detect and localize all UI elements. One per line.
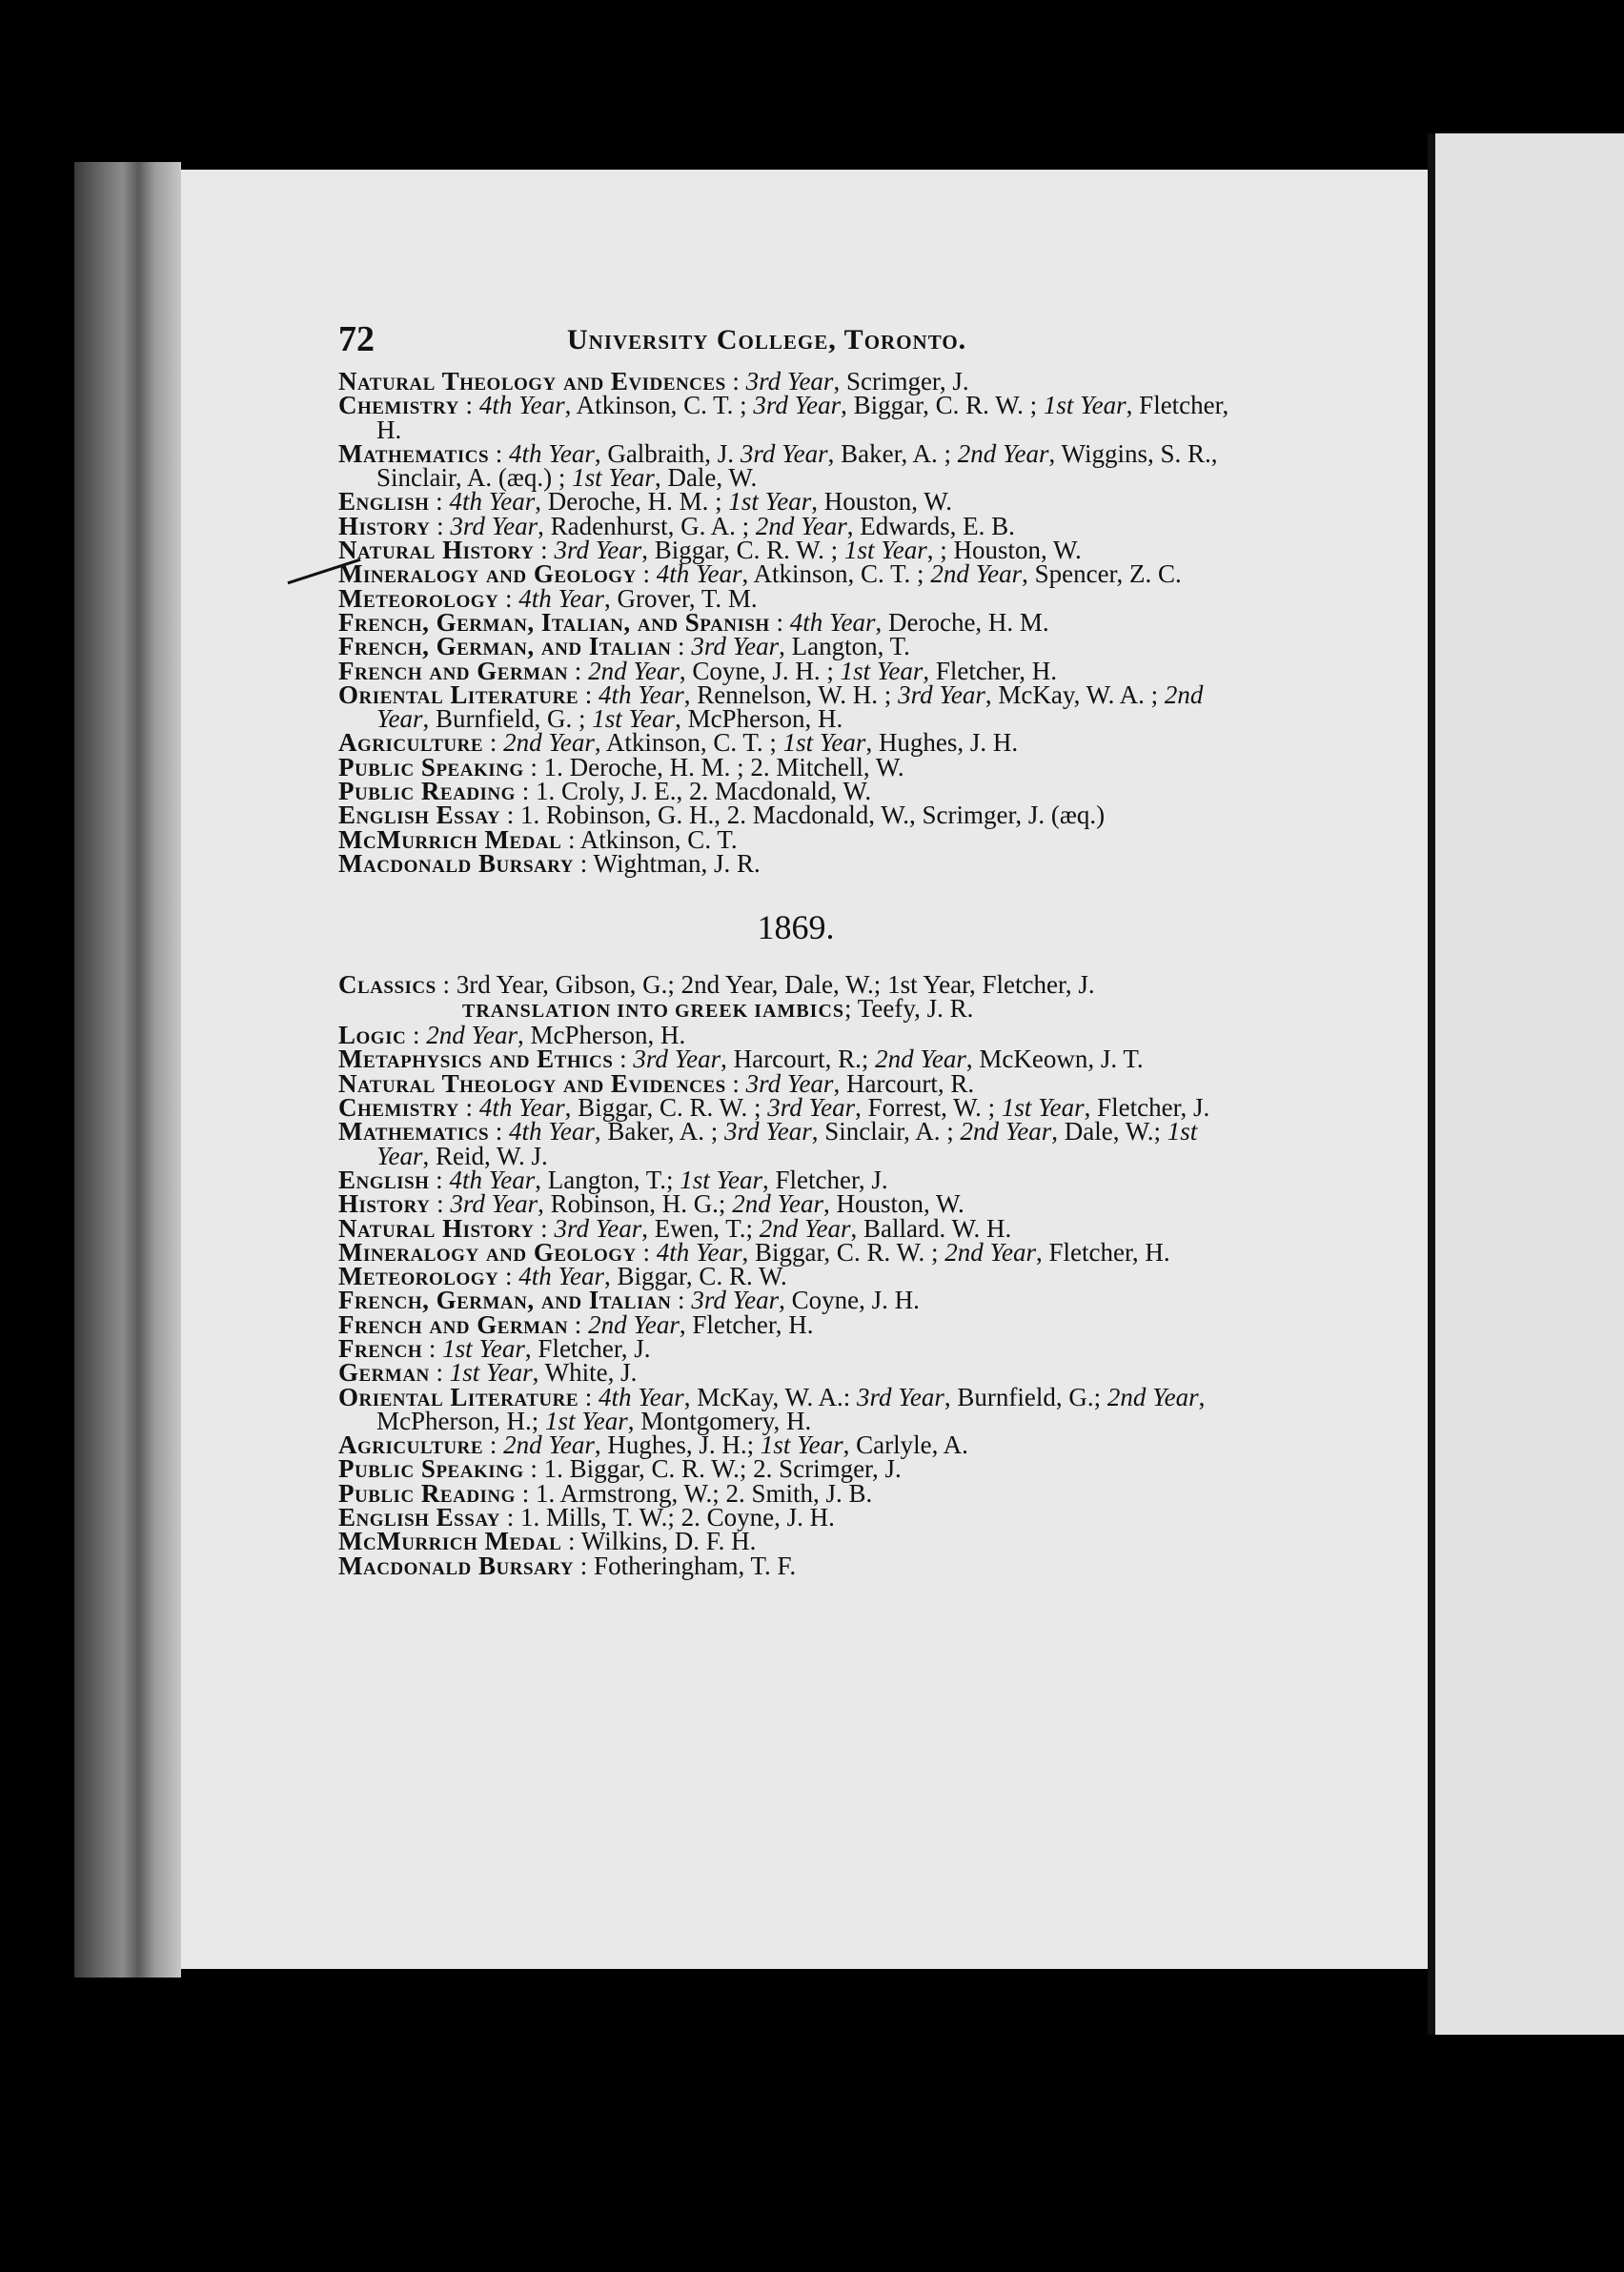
year-marker: 2nd Year xyxy=(759,1213,851,1243)
year-marker: 2nd Year xyxy=(503,728,595,758)
year-marker: 3rd Year xyxy=(898,680,985,709)
subject-label: Mathematics xyxy=(338,438,490,468)
award-text: 3rd Year, Robinson, H. G.; 2nd Year, Houston, W. xyxy=(450,1189,964,1219)
award-entry: Oriental Literature : 4th Year, Rennelson, W. H. ; 3rd Year, McKay, W. A. ; 2nd Year, Burnfield, G. ; 1st Year, McPherson, H. xyxy=(338,680,1204,734)
subject-label: Macdonald Bursary xyxy=(338,1551,575,1580)
year-marker: 1st Year xyxy=(592,704,676,734)
award-text: 4th Year, Biggar, C. R. W. ; 3rd Year, Forrest, W. ; 1st Year, Fletcher, J. xyxy=(478,1093,1210,1123)
award-entry: Public Speaking : 1. Biggar, C. R. W.; 2. Scrimger, J. xyxy=(338,1454,902,1484)
year-marker: 2nd Year xyxy=(957,438,1049,468)
award-text: 3rd Year, Langton, T. xyxy=(691,632,910,661)
year-marker: 4th Year xyxy=(449,1165,536,1194)
award-text: 2nd Year, McPherson, H. xyxy=(426,1021,686,1050)
subject-label: Agriculture xyxy=(338,1430,484,1460)
subject-label: Meteorology xyxy=(338,583,499,613)
award-entry: Public Speaking : 1. Deroche, H. M. ; 2. Mitchell, W. xyxy=(338,752,904,781)
subject-label: French, German, and Italian xyxy=(338,632,672,661)
award-text: 4th Year, Langton, T.; 1st Year, Fletcher, J. xyxy=(449,1165,888,1194)
year-marker: 4th Year xyxy=(656,1237,742,1267)
award-entry: English : 4th Year, Langton, T.; 1st Year, Fletcher, J. xyxy=(338,1165,888,1194)
award-text: 1st Year, Fletcher, J. xyxy=(442,1333,651,1363)
year-marker: 1st Year xyxy=(728,487,812,517)
year-marker: 2nd Year xyxy=(1106,1382,1199,1411)
year-marker: 4th Year xyxy=(478,1093,565,1123)
award-entry: French, German, and Italian : 3rd Year, Langton, T. xyxy=(338,632,910,661)
year-marker: 4th Year xyxy=(478,391,565,420)
year-marker: 2nd Year xyxy=(732,1189,823,1219)
award-text: Fotheringham, T. F. xyxy=(594,1551,797,1580)
award-entry: Natural Theology and Evidences : 3rd Year, Scrimger, J. xyxy=(338,367,969,396)
subject-label: Public Speaking xyxy=(338,752,524,781)
subject-label: Mathematics xyxy=(338,1117,490,1146)
award-text: 4th Year, Deroche, H. M. ; 1st Year, Houston, W. xyxy=(449,487,952,517)
award-text: 3rd Year, Radenhurst, G. A. ; 2nd Year, Edwards, E. B. xyxy=(450,511,1015,540)
subject-label: Mineralogy and Geology xyxy=(338,559,637,589)
subject-label: TRANSLATION INTO GREEK IAMBICS xyxy=(462,1000,845,1022)
award-text: 1. Robinson, G. H., 2. Macdonald, W., Scrimger, J. (æq.) xyxy=(520,801,1106,830)
subject-label: French, German, Italian, and Spanish xyxy=(338,607,770,637)
subject-label: Mineralogy and Geology xyxy=(338,1237,637,1267)
award-entry: Chemistry : 4th Year, Atkinson, C. T. ; 3rd Year, Biggar, C. R. W. ; 1st Year, Fletcher, H. xyxy=(338,391,1229,444)
award-text: 3rd Year, Biggar, C. R. W. ; 1st Year, ; Houston, W. xyxy=(554,536,1082,565)
subject-label: Natural Theology and Evidences xyxy=(338,367,726,396)
year-marker: 4th Year xyxy=(789,607,876,637)
award-entry: Public Reading : 1. Armstrong, W.; 2. Smith, J. B. xyxy=(338,1478,873,1508)
year-heading: 1869. xyxy=(757,908,835,947)
subject-label: Public Reading xyxy=(338,1478,516,1508)
award-text: 4th Year, Atkinson, C. T. ; 2nd Year, Spencer, Z. C. xyxy=(656,559,1182,589)
award-entry: Meteorology : 4th Year, Grover, T. M. xyxy=(338,583,758,613)
year-marker: 1st Year xyxy=(843,536,927,565)
subject-label: History xyxy=(338,511,431,540)
subject-label: Oriental Literature xyxy=(338,1382,579,1411)
year-marker: 2nd Year xyxy=(588,1309,680,1339)
award-text: 1. Biggar, C. R. W.; 2. Scrimger, J. xyxy=(543,1454,902,1484)
award-entry: Natural History : 3rd Year, Ewen, T.; 2nd Year, Ballard. W. H. xyxy=(338,1213,1012,1243)
award-text: 4th Year, Deroche, H. M. xyxy=(789,607,1049,637)
award-entry: Mathematics : 4th Year, Baker, A. ; 3rd Year, Sinclair, A. ; 2nd Year, Dale, W.; 1st Year, Reid, W. J. xyxy=(338,1117,1198,1170)
award-text: 3rd Year, Gibson, G.; 2nd Year, Dale, W.; 1st Year, Fletcher, J. xyxy=(456,969,1095,999)
award-text: 2nd Year, Hughes, J. H.; 1st Year, Carlyle, A. xyxy=(503,1430,968,1460)
book-gutter xyxy=(1428,133,1435,2035)
award-text: 4th Year, Galbraith, J. 3rd Year, Baker, A. ; 2nd Year, Wiggins, S. R., Sinclair, A. (æq.) ; 1st Year, Dale, W. xyxy=(376,438,1218,493)
year-marker: 2nd Year xyxy=(930,559,1023,589)
year-marker: 3rd Year xyxy=(554,1213,642,1243)
award-list-1869 xyxy=(338,1021,1253,1580)
award-text: 4th Year, Baker, A. ; 3rd Year, Sinclair, A. ; 2nd Year, Dale, W.; 1st Year, Reid, W. J. xyxy=(376,1117,1198,1170)
award-entry: Natural Theology and Evidences : 3rd Year, Harcourt, R. xyxy=(338,1068,975,1098)
award-entry: Agriculture : 2nd Year, Atkinson, C. T. ; 1st Year, Hughes, J. H. xyxy=(338,728,1019,758)
subject-label: McMurrich Medal xyxy=(338,1527,562,1556)
subject-label: English xyxy=(338,487,430,517)
award-entry: French : 1st Year, Fletcher, J. xyxy=(338,1333,651,1363)
year-marker: 3rd Year xyxy=(767,1093,856,1123)
award-entry: History : 3rd Year, Robinson, H. G.; 2nd Year, Houston, W. xyxy=(338,1189,964,1219)
year-marker: 3rd Year xyxy=(633,1045,721,1074)
year-marker: 3rd Year xyxy=(554,536,642,565)
page-content xyxy=(338,314,1253,1578)
subject-label: Public Speaking xyxy=(338,1454,524,1484)
subject-label: Natural History xyxy=(338,536,535,565)
award-entry: History : 3rd Year, Radenhurst, G. A. ; 2nd Year, Edwards, E. B. xyxy=(338,511,1015,540)
year-marker: 1st Year xyxy=(442,1333,525,1363)
award-text: 4th Year, Grover, T. M. xyxy=(518,583,758,613)
year-marker: 4th Year xyxy=(518,1262,605,1291)
year-marker: 1st Year xyxy=(545,1406,628,1435)
year-marker: 2nd Year xyxy=(960,1117,1052,1146)
year-marker: 3rd Year xyxy=(753,391,842,420)
year-marker: 1st Year xyxy=(760,1430,843,1460)
award-entry: Natural History : 3rd Year, Biggar, C. R. W. ; 1st Year, ; Houston, W. xyxy=(338,536,1082,565)
year-marker: 1st Year xyxy=(1043,391,1127,420)
award-text: 4th Year, McKay, W. A.: 3rd Year, Burnfield, G.; 2nd Year, McPherson, H.; 1st Year, Montgomery, H. xyxy=(376,1382,1206,1435)
year-marker: 3rd Year xyxy=(745,367,834,396)
year-marker: 1st Year xyxy=(782,728,866,758)
award-text: 1. Croly, J. E., 2. Macdonald, W. xyxy=(535,777,872,806)
subject-label: French and German xyxy=(338,1309,569,1339)
subject-label: Meteorology xyxy=(338,1262,499,1291)
award-entry: Mineralogy and Geology : 4th Year, Biggar, C. R. W. ; 2nd Year, Fletcher, H. xyxy=(338,1237,1170,1267)
award-text: Wightman, J. R. xyxy=(593,848,761,878)
award-text: 4th Year, Atkinson, C. T. ; 3rd Year, Biggar, C. R. W. ; 1st Year, Fletcher, H. xyxy=(376,391,1229,444)
subject-label: Agriculture xyxy=(338,728,484,758)
award-entry: English : 4th Year, Deroche, H. M. ; 1st Year, Houston, W. xyxy=(338,487,952,517)
award-text: 1. Mills, T. W.; 2. Coyne, J. H. xyxy=(520,1503,835,1532)
subject-label: McMurrich Medal xyxy=(338,824,562,854)
year-marker: 2nd Year xyxy=(426,1021,518,1050)
award-text: 3rd Year, Harcourt, R.; 2nd Year, McKeown, J. T. xyxy=(633,1045,1144,1074)
facing-page xyxy=(1435,133,1624,2035)
year-marker: 3rd Year xyxy=(691,632,780,661)
year-marker: 4th Year xyxy=(656,559,742,589)
book-page-edges xyxy=(74,162,181,1978)
award-text: 3rd Year, Harcourt, R. xyxy=(745,1068,975,1098)
award-entry: Public Reading : 1. Croly, J. E., 2. Macdonald, W. xyxy=(338,777,872,806)
year-marker: 4th Year xyxy=(599,1382,684,1411)
subject-label: Metaphysics and Ethics xyxy=(338,1045,614,1074)
subject-label: French, German, and Italian xyxy=(338,1286,672,1315)
award-entry: Mineralogy and Geology : 4th Year, Atkinson, C. T. ; 2nd Year, Spencer, Z. C. xyxy=(338,559,1182,589)
award-entry: Chemistry : 4th Year, Biggar, C. R. W. ; 3rd Year, Forrest, W. ; 1st Year, Fletcher, J. xyxy=(338,1093,1210,1123)
year-marker: 1st Year xyxy=(572,463,655,493)
subject-label: Chemistry xyxy=(338,391,459,420)
award-text: Teefy, J. R. xyxy=(857,993,974,1023)
award-text: 1st Year, White, J. xyxy=(449,1358,638,1388)
award-text: Atkinson, C. T. xyxy=(579,824,738,854)
year-marker: 4th Year xyxy=(518,583,605,613)
year-marker: 4th Year xyxy=(599,680,684,709)
award-text: 4th Year, Rennelson, W. H. ; 3rd Year, McKay, W. A. ; 2nd Year, Burnfield, G. ; 1st Year, McPherson, H. xyxy=(376,680,1204,734)
award-entry: McMurrich Medal : Wilkins, D. F. H. xyxy=(338,1527,757,1556)
award-entry: German : 1st Year, White, J. xyxy=(338,1358,638,1388)
year-marker: 2nd Year xyxy=(875,1045,966,1074)
subject-label: Chemistry xyxy=(338,1093,459,1123)
subject-label: History xyxy=(338,1189,431,1219)
award-entry: Mathematics : 4th Year, Galbraith, J. 3rd Year, Baker, A. ; 2nd Year, Wiggins, S. R., Sinclair, A. (æq.) ; 1st Year, Dale, W. xyxy=(338,438,1218,493)
year-marker: 4th Year xyxy=(509,438,595,468)
subject-label: Classics xyxy=(338,969,436,999)
year-marker: 1st Year xyxy=(449,1358,533,1388)
year-marker: 3rd Year xyxy=(723,1117,812,1146)
award-entry: English Essay : 1. Robinson, G. H., 2. Macdonald, W., Scrimger, J. (æq.) xyxy=(338,801,1106,830)
year-marker: 2nd Year xyxy=(376,680,1204,734)
award-entry: Agriculture : 2nd Year, Hughes, J. H.; 1st Year, Carlyle, A. xyxy=(338,1430,968,1460)
award-entry: English Essay : 1. Mills, T. W.; 2. Coyne, J. H. xyxy=(338,1503,835,1532)
subject-label: Natural History xyxy=(338,1213,535,1243)
subject-label: Public Reading xyxy=(338,777,516,806)
running-title: University College, Toronto. xyxy=(567,324,967,355)
year-marker: 4th Year xyxy=(449,487,536,517)
subject-label: German xyxy=(338,1358,430,1388)
award-entry-translation: TRANSLATION INTO GREEK IAMBICS; Teefy, J. R. xyxy=(338,997,1253,1024)
subject-label: Natural Theology and Evidences xyxy=(338,1068,726,1098)
award-text: 1. Deroche, H. M. ; 2. Mitchell, W. xyxy=(543,752,904,781)
year-marker: 3rd Year xyxy=(691,1286,780,1315)
award-entry-classics: Classics : 3rd Year, Gibson, G.; 2nd Year, Dale, W.; 1st Year, Fletcher, J. xyxy=(338,969,1095,999)
year-marker: 2nd Year xyxy=(503,1430,595,1460)
year-marker: 3rd Year xyxy=(450,1189,538,1219)
award-text: 2nd Year, Fletcher, H. xyxy=(588,1309,814,1339)
award-entry: French and German : 2nd Year, Coyne, J. H. ; 1st Year, Fletcher, H. xyxy=(338,656,1058,685)
year-marker: 1st Year xyxy=(376,1117,1198,1170)
award-text: 3rd Year, Scrimger, J. xyxy=(745,367,969,396)
year-marker: 3rd Year xyxy=(857,1382,944,1411)
subject-label: French xyxy=(338,1333,423,1363)
year-marker: 3rd Year xyxy=(745,1068,834,1098)
award-entry: Metaphysics and Ethics : 3rd Year, Harcourt, R.; 2nd Year, McKeown, J. T. xyxy=(338,1045,1144,1074)
subject-label: English Essay xyxy=(338,801,501,830)
award-text: Wilkins, D. F. H. xyxy=(580,1527,757,1556)
award-entry: French, German, Italian, and Spanish : 4th Year, Deroche, H. M. xyxy=(338,607,1049,637)
subject-label: English xyxy=(338,1165,430,1194)
award-text: 1. Armstrong, W.; 2. Smith, J. B. xyxy=(535,1478,873,1508)
year-marker: 2nd Year xyxy=(944,1237,1037,1267)
award-entry: Logic : 2nd Year, McPherson, H. xyxy=(338,1021,686,1050)
award-text: 2nd Year, Atkinson, C. T. ; 1st Year, Hughes, J. H. xyxy=(503,728,1019,758)
subject-label: Macdonald Bursary xyxy=(338,848,575,878)
award-list-1868 xyxy=(338,367,1253,878)
award-text: 2nd Year, Coyne, J. H. ; 1st Year, Fletcher, H. xyxy=(588,656,1058,685)
year-marker: 1st Year xyxy=(680,1165,762,1194)
year-marker: 4th Year xyxy=(509,1117,595,1146)
award-text: 3rd Year, Ewen, T.; 2nd Year, Ballard. W. H. xyxy=(554,1213,1012,1243)
award-entry: Macdonald Bursary : Wightman, J. R. xyxy=(338,848,761,878)
year-marker: 2nd Year xyxy=(588,656,680,685)
year-marker: 3rd Year xyxy=(450,511,538,540)
year-marker: 1st Year xyxy=(1001,1093,1085,1123)
year-marker: 3rd Year xyxy=(740,438,828,468)
page-number: 72 xyxy=(338,319,375,359)
award-entry: French and German : 2nd Year, Fletcher, H. xyxy=(338,1309,814,1339)
year-marker: 1st Year xyxy=(840,656,924,685)
award-entry: Meteorology : 4th Year, Biggar, C. R. W. xyxy=(338,1262,787,1291)
subject-label: French and German xyxy=(338,656,569,685)
award-text: 4th Year, Biggar, C. R. W. xyxy=(518,1262,787,1291)
award-entry: Oriental Literature : 4th Year, McKay, W. A.: 3rd Year, Burnfield, G.; 2nd Year, McPherson, H.; 1st Year, Montgomery, H. xyxy=(338,1382,1206,1435)
award-text: 4th Year, Biggar, C. R. W. ; 2nd Year, Fletcher, H. xyxy=(656,1237,1170,1267)
award-entry: Macdonald Bursary : Fotheringham, T. F. xyxy=(338,1551,797,1580)
subject-label: Logic xyxy=(338,1021,407,1050)
subject-label: Oriental Literature xyxy=(338,680,579,709)
award-entry: McMurrich Medal : Atkinson, C. T. xyxy=(338,824,738,854)
award-entry: French, German, and Italian : 3rd Year, Coyne, J. H. xyxy=(338,1286,920,1315)
running-head xyxy=(338,314,1253,370)
award-text: 3rd Year, Coyne, J. H. xyxy=(691,1286,920,1315)
year-marker: 2nd Year xyxy=(755,511,847,540)
subject-label: English Essay xyxy=(338,1503,501,1532)
